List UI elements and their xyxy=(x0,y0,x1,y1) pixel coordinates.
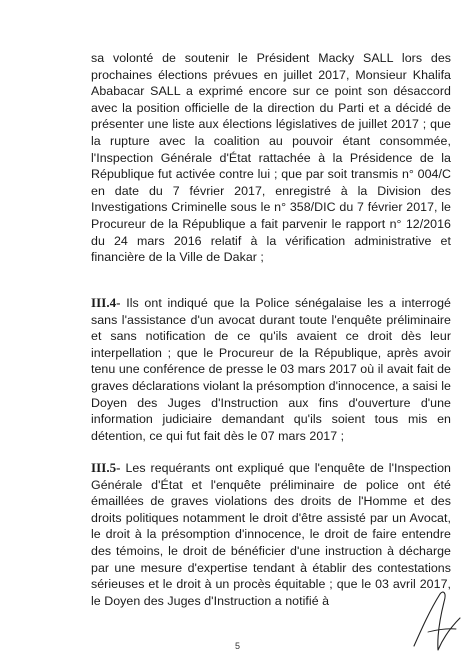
paragraph-continuation xyxy=(91,50,451,266)
paragraph-text: Ils ont indiqué que la Police sénégalaise les a interrogé sans l'assistance d'un avocat durant toute l'enquête préliminaire et sans notification de ce qu'ils avaient ce droit dès leur interpellation ; que le Procureur de la République, après avoir tenu une conférence de presse le 03 mars 2017 où il avait fait de graves déclarations violant la présomption d'innocence, a saisi le Doyen des Juges d'Instruction aux fins d'ouverture d'une information judiciaire demandant qu'ils soient tous mis en détention, ce qui fut fait dès le 07 mars 2017 ; xyxy=(91,296,451,443)
paragraph-label: III.5- xyxy=(91,460,121,475)
paragraph-text: sa volonté de soutenir le Président Macky SALL lors des prochaines élections prévues en juillet 2017, Monsieur Khalifa Ababacar SALL a exprimé encore sur ce point son désaccord avec la position officielle de la direction du Parti et a décidé de présenter une liste aux élections législatives de juillet 2017 ; que la rupture avec la coalition au pouvoir étant consommée, l'Inspection Générale d'État rattachée à la Présidence de la République fut activée contre lui ; que par soit transmis n° 004/C en date du 7 février 2017, enregistré à la Division des Investigations Criminelle sous le n° 358/DIC du 7 février 2017, le Procureur de la République a fait parvenir le rapport n° 12/2016 du 24 mars 2016 relatif à la vérification administrative et financière de la Ville de Dakar ; xyxy=(91,51,451,265)
paragraph-text: Les requérants ont expliqué que l'enquête de l'Inspection Générale d'État et l'enquête préliminaire de police ont été émaillées de graves violations des droits de l'Homme et des droits politiques notamment le droit d'être assisté par un Avocat, le droit à la présomption d'innocence, le droit de faire entendre des témoins, le droit de bénéficier d'une instruction à décharge par une mesure d'expertise tendant à établir des contestations sérieuses et le droit à un procès équitable ; que le 03 avril 2017, le Doyen des Juges d'Instruction a notifié à xyxy=(91,461,451,608)
page-number: 5 xyxy=(234,641,240,651)
paragraph-III-5 xyxy=(91,460,451,609)
paragraph-III-4 xyxy=(91,295,451,444)
paragraph-label: III.4- xyxy=(91,295,121,310)
